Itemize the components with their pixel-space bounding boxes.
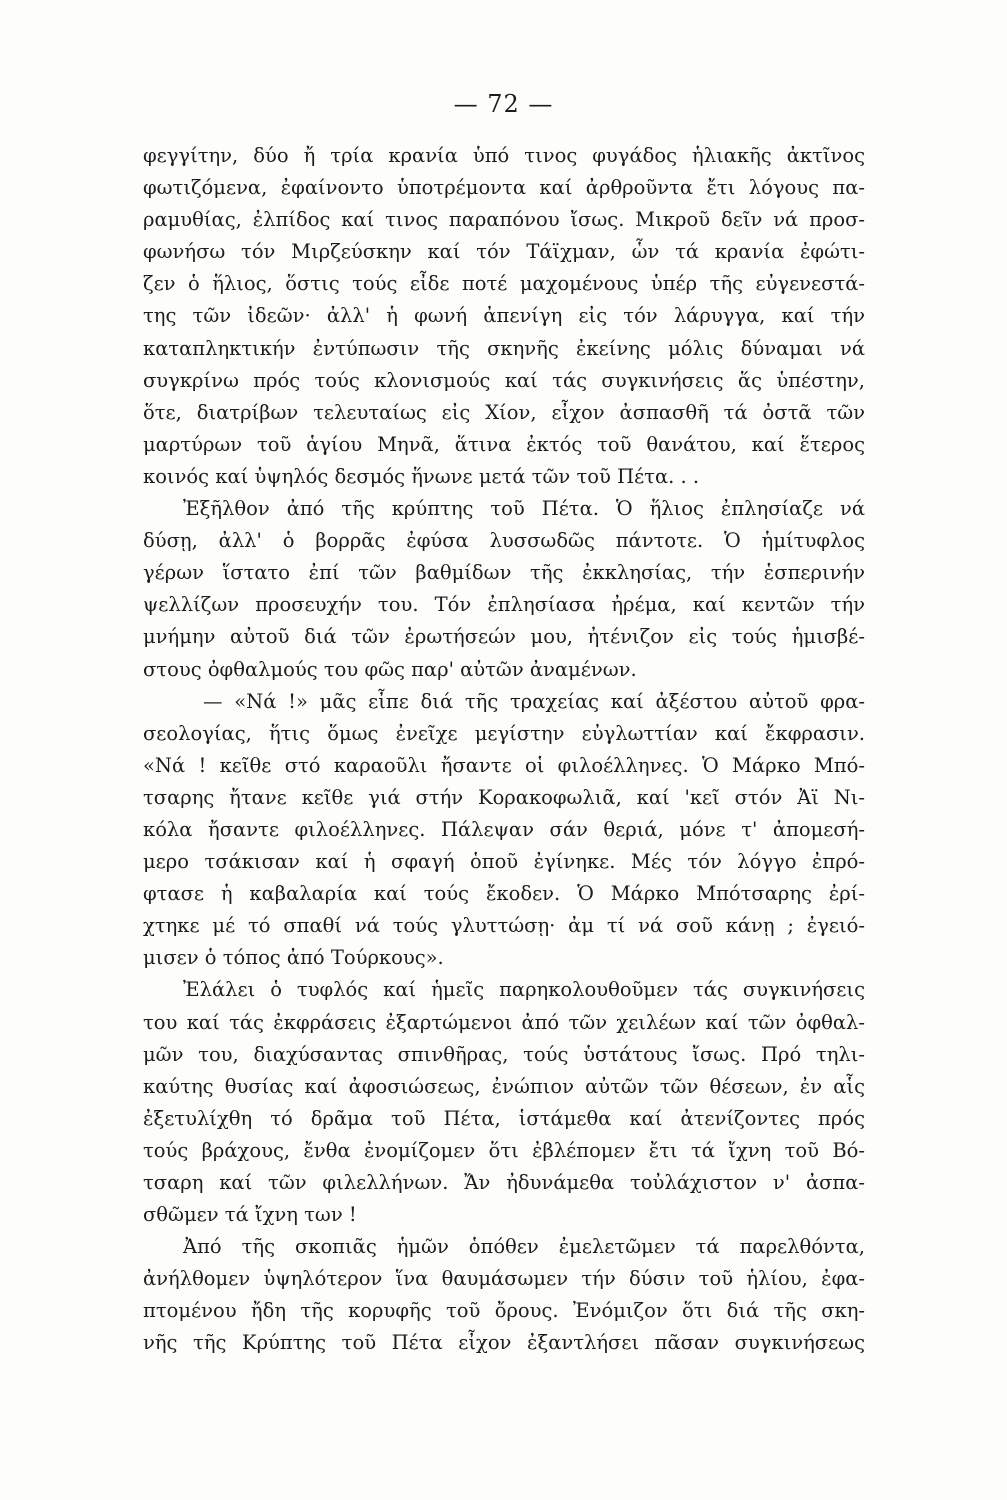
text-line: φτασε ἡ καβαλαρία καί τούς ἔκοδεν. Ὁ Μάρκο Μπότσαρης ἐρί- [143, 882, 865, 906]
text-line: καταπληκτικήν ἐντύπωσιν τῆς σκηνῆς ἐκείνης μόλις δύναμαι νά [143, 336, 865, 360]
text-line: τσαρη καί τῶν φιλελλήνων. Ἄν ἠδυνάμεθα τοὐλάχιστον ν' ἀσπα- [143, 1171, 865, 1194]
text-line: Ἀπό τῆς σκοπιᾶς ἡμῶν ὁπόθεν ἐμελετῶμεν τά παρελθόντα, [183, 1235, 865, 1259]
page-number: — 72 — [453, 90, 554, 118]
text-line: πτομένου ἤδη τῆς κορυφῆς τοῦ ὄρους. Ἐνόμιζον ὅτι διά τῆς σκη- [143, 1299, 865, 1323]
text-line: Ἐλάλει ὁ τυφλός καί ἡμεῖς παρηκολουθοῦμεν τάς συγκινήσεις [183, 978, 865, 1002]
text-line: «Νά ! κεῖθε στό καραοῦλι ἤσαντε οἱ φιλοέλληνες. Ὁ Μάρκο Μπό- [143, 753, 865, 777]
body-text [143, 140, 865, 1360]
text-line: γέρων ἵστατο ἐπί τῶν βαθμίδων τῆς ἐκκλησίας, τήν ἑσπερινήν [143, 561, 865, 585]
text-line: ραμυθίας, ἐλπίδος καί τινος παραπόνου ἴσως. Μικροῦ δεῖν νά προσ- [143, 208, 865, 232]
text-line: συγκρίνω πρός τούς κλονισμούς καί τάς συγκινήσεις ἅς ὑπέστην, [143, 368, 865, 392]
text-line: της τῶν ἰδεῶν· ἀλλ' ἡ φωνή ἀπενίγη εἰς τόν λάρυγγα, καί τήν [143, 304, 865, 328]
text-line: μαρτύρων τοῦ ἁγίου Μηνᾶ, ἅτινα ἐκτός τοῦ θανάτου, καί ἕτερος [143, 432, 865, 456]
text-line: — «Νά !» μᾶς εἶπε διά τῆς τραχείας καί ἀξέστου αὐτοῦ φρα- [203, 689, 865, 713]
text-line: νῆς τῆς Κρύπτης τοῦ Πέτα εἶχον ἐξαντλήσει πᾶσαν συγκινήσεως [143, 1331, 865, 1355]
text-line: καύτης θυσίας καί ἀφοσιώσεως, ἐνώπιον αὐτῶν τῶν θέσεων, ἐν αἷς [143, 1074, 865, 1098]
text-line: μνήμην αὐτοῦ διά τῶν ἐρωτήσεών μου, ἠτένιζον εἰς τούς ἡμισβέ- [143, 625, 865, 649]
text-line: ὅτε, διατρίβων τελευταίως εἰς Χίον, εἶχον ἀσπασθῆ τά ὀστᾶ τῶν [143, 400, 865, 424]
text-line: τσαρης ἤτανε κεῖθε γιά στήν Κορακοφωλιᾶ, καί 'κεῖ στόν Ἀϊ Νι- [143, 785, 865, 809]
text-line: μῶν του, διαχύσαντας σπινθῆρας, τούς ὑστάτους ἴσως. Πρό τηλι- [143, 1042, 865, 1066]
text-line: σεολογίας, ἥτις ὅμως ἐνεῖχε μεγίστην εὐγλωττίαν καί ἔκφρασιν. [143, 721, 865, 745]
text-line: φωτιζόμενα, ἐφαίνοντο ὑποτρέμοντα καί ἀρθροῦντα ἔτι λόγους πα- [143, 176, 865, 200]
text-line: ζεν ὁ ἥλιος, ὅστις τούς εἶδε ποτέ μαχομένους ὑπέρ τῆς εὐγενεστά- [143, 272, 865, 296]
text-line: του καί τάς ἐκφράσεις ἐξαρτώμενοι ἀπό τῶν χειλέων καί τῶν ὀφθαλ- [143, 1010, 865, 1034]
text-line: ψελλίζων προσευχήν του. Τόν ἐπλησίασα ἠρέμα, καί κεντῶν τήν [143, 593, 865, 617]
text-line: φεγγίτην, δύο ἤ τρία κρανία ὑπό τινος φυγάδος ἡλιακῆς ἀκτῖνος [143, 144, 865, 167]
text-line: ἀνήλθομεν ὑψηλότερον ἵνα θαυμάσωμεν τήν δύσιν τοῦ ἡλίου, ἐφα- [143, 1267, 865, 1291]
text-line: φωνήσω τόν Μιρζεύσκην καί τόν Τάϊχμαν, ὧν τά κρανία ἐφώτι- [143, 240, 865, 264]
text-line: ἐξετυλίχθη τό δρᾶμα τοῦ Πέτα, ἱστάμεθα καί ἀτενίζοντες πρός [143, 1106, 865, 1130]
text-line: μισεν ὁ τόπος ἀπό Τούρκους». [143, 946, 444, 970]
text-line: μερο τσάκισαν καί ἡ σφαγή ὁποῦ ἐγίνηκε. Μές τόν λόγγο ἐπρό- [143, 850, 865, 874]
text-line: κοινός καί ὑψηλός δεσμός ἥνωνε μετά τῶν τοῦ Πέτα. . . [143, 464, 700, 488]
text-line: χτηκε μέ τό σπαθί νά τούς γλυττώσῃ· ἀμ τί νά σοῦ κάνῃ ; ἐγειό- [143, 914, 865, 938]
text-line: τούς βράχους, ἔνθα ἐνομίζομεν ὅτι ἐβλέπομεν ἔτι τά ἴχνη τοῦ Βό- [143, 1138, 865, 1162]
text-line: δύσῃ, ἀλλ' ὁ βορρᾶς ἐφύσα λυσσωδῶς πάντοτε. Ὁ ἡμίτυφλος [143, 529, 865, 553]
text-line: σθῶμεν τά ἴχνη των ! [143, 1203, 357, 1227]
text-line: στους ὀφθαλμούς του φῶς παρ' αὐτῶν ἀναμένων. [143, 657, 637, 681]
text-line: Ἐξῆλθον ἀπό τῆς κρύπτης τοῦ Πέτα. Ὁ ἥλιος ἐπλησίαζε νά [183, 497, 865, 521]
text-line: κόλα ἤσαντε φιλοέλληνες. Πάλεψαν σάν θεριά, μόνε τ' ἀπομεσή- [143, 817, 865, 841]
